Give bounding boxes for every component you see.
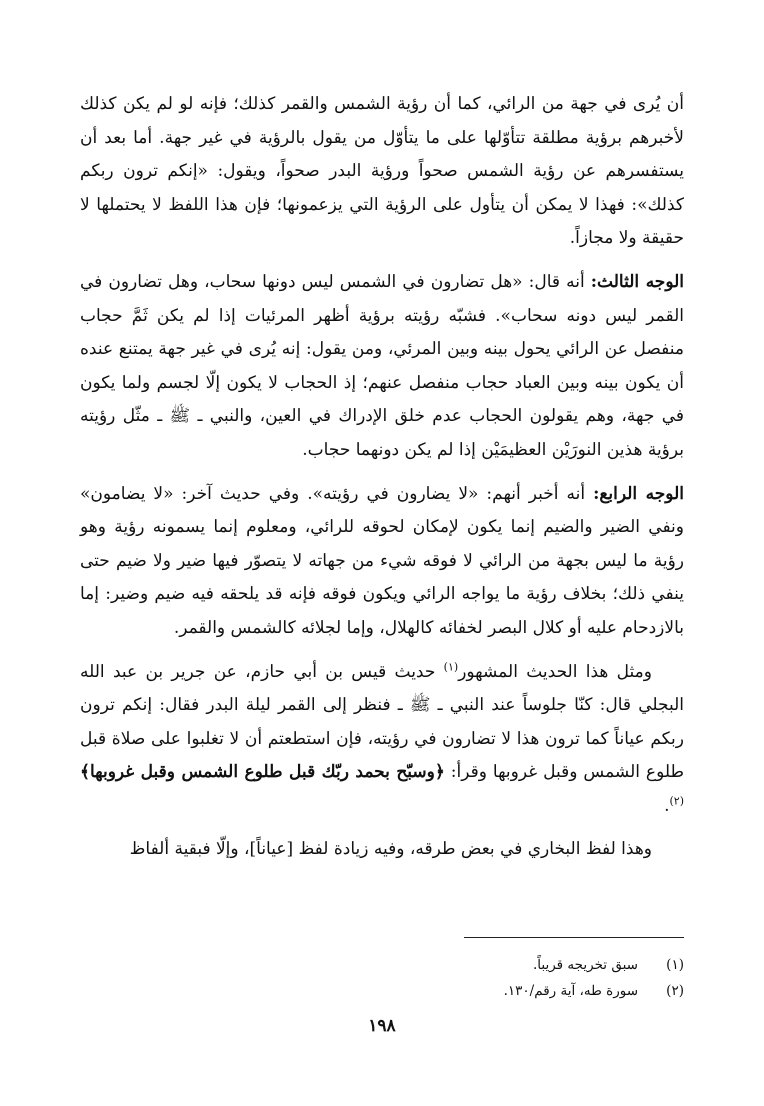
page-number: ١٩٨ [368,1016,396,1036]
footnote-divider [464,937,684,938]
paragraph-3-text: أنه أخبر أنهم: «لا يضارون في رؤيته». وفي حديث آخر: «لا يضامون» ونفي الضير والضيم إنما يكون لإمكان لحوقه للرائي، ومعلوم إنما يسمونه رؤية وهو رؤية ما ليس بجهة من الرائي لا فوقه شيء من جهاته لا يتصوّر فيها ضير ولا ضيم حتى ينفي ذلك؛ بخلاف رؤية ما يواجه الرائي ويكون فوقه فإنه قد يلحقه فيه ضيم وضير: إما بالازدحام عليه أو كلال البصر لخفائه كالهلال، وإما لجلائه كالشمس والقمر. [80,483,684,638]
footnote-2-number: (٢) [666,983,684,999]
paragraph-5 [80,833,684,867]
footnote-2 [80,978,684,1004]
paragraph-5-text: وهذا لفظ البخاري في بعض طرقه، وفيه زيادة لفظ [عياناً]، وإلّا فبقية ألفاظ [129,839,652,860]
paragraph-2 [80,266,684,468]
paragraph-4-text-middle: حديث قيس بن أبي حازم، عن جرير بن عبد الله البجلي قال: كنّا جلوساً عند النبي ـ ﷺ ـ فنظر إلى القمر ليلة البدر فقال: إنكم ترون ربكم عياناً كما ترون هذا لا تضارون في رؤيته، فإن استطعتم أن لا تغلبوا على صلاة قبل طلوع الشمس وقبل غروبها وقرأ: [80,661,685,783]
footnote-2-text: سورة طه، آية رقم/١٣٠. [503,983,638,999]
paragraph-4-tail: . [664,795,670,816]
paragraph-3 [80,478,684,646]
paragraph-2-text: أنه قال: «هل تضارون في الشمس ليس دونها سحاب، وهل تضارون في القمر ليس دونه سحاب». فشبّه رؤيته برؤية أظهر المرئيات إذا لم يكن ثَمَّ حجاب منفصل عن الرائي يحول بينه وبين المرئي، ومن يقول: إنه يُرى في غير جهة يمتنع عنده أن يكون بينه وبين العباد حجاب منفصل عنهم؛ إذ الحجاب لا يكون إلّا لجسم ولما يكون في جهة، وهم يقولون الحجاب عدم خلق الإدراك في العين، والنبي ـ ﷺ ـ مثّل رؤيته برؤية هذين النورَيْن العظيمَيْن إذا لم يكن دونهما حجاب. [80,271,684,460]
footnote-ref-1: (١) [443,659,459,673]
footnotes [80,952,684,1004]
paragraph-4 [80,656,684,824]
footnote-1-text: سبق تخريجه قريباً. [533,957,638,973]
paragraph-2-heading: الوجه الثالث: [590,271,685,292]
paragraph-3-heading: الوجه الرابع: [593,483,684,504]
quranic-verse: ﴿وسبّح بحمد ربّك قبل طلوع الشمس وقبل غروبها﴾ [80,762,445,783]
footnote-1 [80,952,684,978]
paragraph-1-text: أن يُرى في جهة من الرائي، كما أن رؤية الشمس والقمر كذلك؛ فإنه لو لم يكن كذلك لأخبرهم برؤية مطلقة تتأوّلها على ما يتأوّل من يقول بالرؤية في غير جهة. أما بعد أن يستفسرهم عن رؤية الشمس صحواً ورؤية البدر صحواً، ويقول: «إنكم ترون ربكم كذلك»: فهذا لا يمكن أن يتأول على الرؤية التي يزعمونها؛ فإن هذا اللفظ لا يحتملها لا حقيقة ولا مجازاً. [80,94,684,249]
paragraph-1 [80,88,684,256]
footnote-1-number: (١) [666,957,684,973]
paragraph-4-text-start: ومثل هذا الحديث المشهور [458,661,652,682]
footnote-ref-2: (٢) [669,794,684,808]
